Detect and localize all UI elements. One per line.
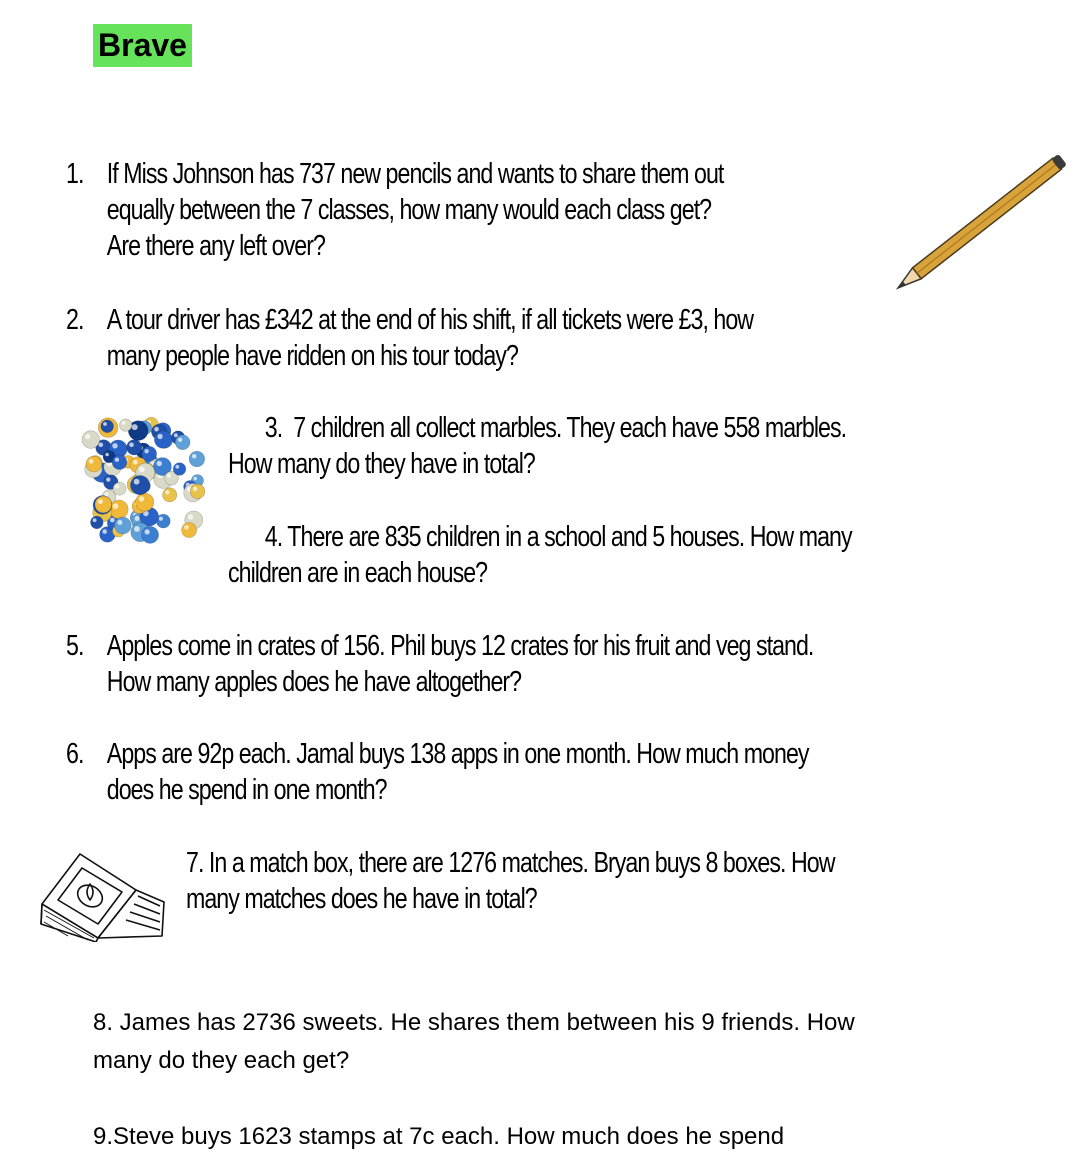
marble-highlight: [193, 477, 197, 481]
marble-highlight: [113, 503, 119, 509]
question-7: [186, 845, 997, 917]
question-number: 6.: [66, 738, 84, 770]
marble: [127, 440, 142, 455]
question-text-line: Apps are 92p each. Jamal buys 138 apps in one month. How much money: [106, 738, 809, 770]
marble: [101, 420, 114, 433]
marble: [91, 516, 104, 529]
marble-highlight: [117, 520, 122, 525]
marble-highlight: [103, 422, 107, 426]
marble: [130, 476, 149, 495]
marble: [136, 493, 154, 511]
marble-highlight: [188, 514, 193, 519]
marble-highlight: [157, 461, 162, 466]
marble-highlight: [132, 424, 138, 430]
marble: [114, 517, 131, 534]
question-text-line: 4. There are 835 children in a school and 5 houses. How many: [264, 521, 852, 553]
question-number: 2.: [66, 304, 84, 336]
marble-highlight: [99, 443, 104, 448]
marble-highlight: [158, 434, 163, 439]
marble-highlight: [139, 466, 145, 472]
question-text-line: many people have ridden on his tour today?: [106, 340, 518, 372]
question-number: 1.: [66, 158, 84, 190]
question-1: [66, 156, 888, 264]
marble-highlight: [122, 421, 126, 425]
marble-highlight: [145, 529, 150, 534]
question-text-line: children are in each house?: [228, 557, 488, 589]
marble-highlight: [105, 453, 109, 457]
question-text-line: How many do they have in total?: [228, 448, 535, 480]
marble-highlight: [134, 479, 140, 485]
marble: [112, 455, 127, 470]
marble-highlight: [115, 458, 119, 462]
marble-highlight: [134, 526, 140, 532]
question-text-line: Are there any left over?: [106, 230, 325, 262]
question-6: [66, 736, 994, 808]
question-5: [66, 628, 1000, 700]
question-text-fragment: 7 children all collect marbles. They each have 558 marbles.: [293, 412, 847, 444]
marble-highlight: [154, 427, 159, 432]
question-text-line: [228, 410, 846, 446]
marble-highlight: [193, 487, 197, 491]
marble: [82, 431, 100, 449]
question-2: [66, 302, 925, 374]
marble-highlight: [106, 477, 110, 481]
marble-highlight: [165, 490, 169, 494]
marble-highlight: [133, 460, 138, 465]
worksheet-title: Brave: [93, 24, 192, 67]
question-number: 3.: [264, 412, 283, 444]
question-text-line: Apples come in crates of 156. Phil buys 12 crates for his fruit and veg stand.: [106, 630, 814, 662]
marble-highlight: [102, 529, 107, 534]
question-3: [228, 410, 1001, 482]
marble-highlight: [135, 516, 140, 521]
marble: [142, 446, 157, 461]
marble: [113, 482, 126, 495]
marble: [163, 488, 177, 502]
question-text-line: many matches does he have in total?: [186, 883, 537, 915]
marble: [190, 484, 205, 499]
marble-highlight: [98, 499, 103, 504]
marble-highlight: [167, 474, 171, 478]
question-8: [93, 1004, 855, 1080]
marble-highlight: [144, 449, 148, 453]
marble: [120, 419, 132, 431]
marble: [86, 456, 102, 472]
marble-highlight: [129, 443, 134, 448]
marble-highlight: [112, 443, 117, 448]
marble: [173, 463, 186, 476]
marble-highlight: [192, 454, 197, 459]
question-9: [93, 1118, 784, 1156]
marble: [154, 431, 171, 448]
pencil-icon: [890, 146, 1070, 296]
question-text-line: How many apples does he have altogether?: [106, 666, 522, 698]
marble-highlight: [115, 485, 119, 489]
marble: [142, 526, 159, 543]
marble-highlight: [85, 434, 90, 439]
marble-highlight: [184, 525, 189, 530]
question-text-line: 8. James has 2736 sweets. He shares them between his 9 friends. How: [93, 1009, 855, 1036]
marble: [189, 451, 205, 467]
question-text-line: 7. In a match box, there are 1276 matches. Bryan buys 8 boxes. How: [186, 847, 835, 879]
question-text-line: A tour driver has £342 at the end of his shift, if all tickets were £3, how: [106, 304, 754, 336]
question-text-line: If Miss Johnson has 737 new pencils and wants to share them out: [106, 158, 724, 190]
marble-highlight: [93, 518, 97, 522]
marble-highlight: [89, 459, 94, 464]
marbles-image: [80, 414, 210, 544]
marble-highlight: [178, 438, 182, 442]
question-text-line: 9.Steve buys 1623 stamps at 7c each. How much does he spend: [93, 1123, 785, 1150]
marble: [182, 523, 197, 538]
marble-highlight: [159, 517, 163, 521]
marble-highlight: [139, 496, 144, 501]
marble-highlight: [175, 465, 179, 469]
marble: [175, 435, 190, 450]
marble-highlight: [174, 433, 178, 437]
question-text-line: equally between the 7 classes, how many would each class get?: [106, 194, 712, 226]
marble: [95, 496, 112, 513]
question-text-line: does he spend in one month?: [106, 774, 387, 806]
question-text-line: many do they each get?: [93, 1047, 350, 1074]
question-number: 5.: [66, 630, 84, 662]
matchbox-image: [38, 850, 168, 942]
marble-highlight: [110, 518, 115, 523]
question-4: [228, 519, 1008, 591]
